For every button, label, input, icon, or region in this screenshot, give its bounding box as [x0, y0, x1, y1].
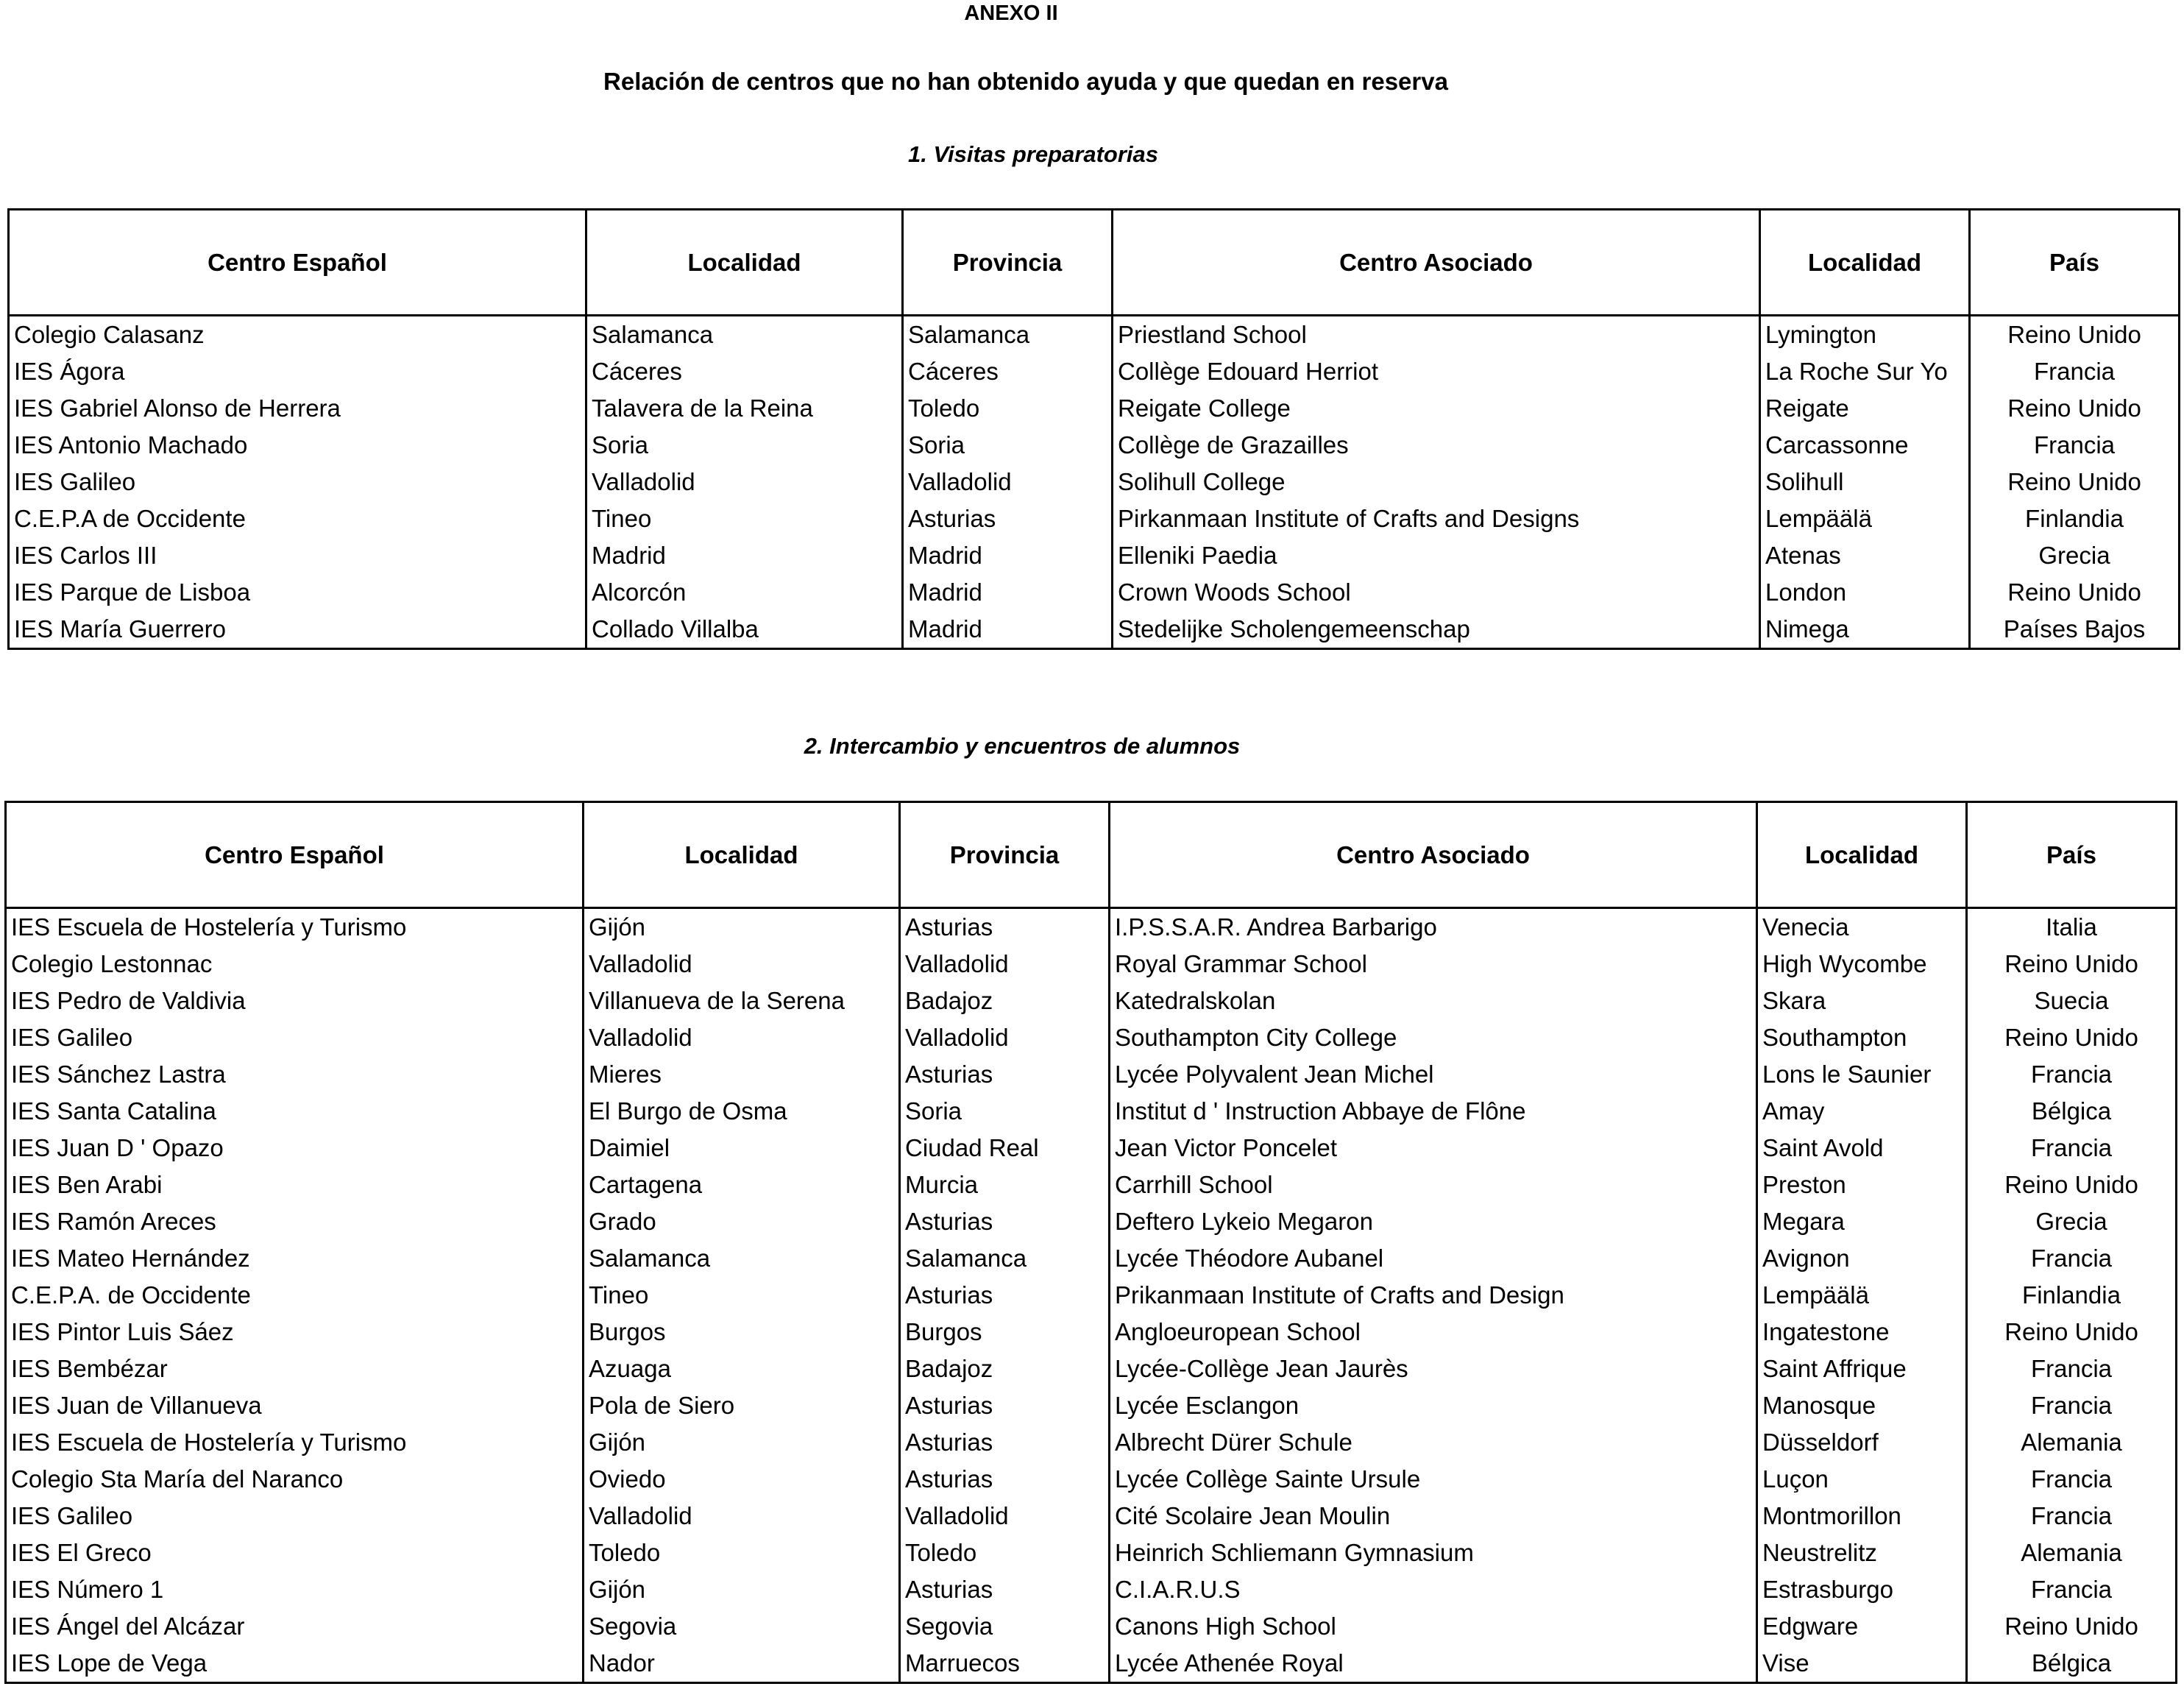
provincia-cell: Asturias — [903, 500, 1113, 537]
centro-asociado-cell: Deftero Lykeio Megaron — [1110, 1203, 1757, 1240]
centro-asociado-cell: Heinrich Schliemann Gymnasium — [1110, 1535, 1757, 1571]
localidad-cell: Valladolid — [584, 1019, 900, 1056]
section1-title: 1. Visitas preparatorias — [907, 141, 1159, 167]
centro-espanol-cell: IES Gabriel Alonso de Herrera — [9, 390, 586, 427]
localidad-cell: Burgos — [584, 1314, 900, 1351]
pais-cell: Bélgica — [1967, 1093, 2177, 1130]
centro-espanol-cell: C.E.P.A. de Occidente — [6, 1277, 584, 1314]
table-row — [9, 316, 2180, 354]
pais-cell: Francia — [1967, 1056, 2177, 1093]
provincia-cell: Cáceres — [903, 353, 1113, 390]
centro-asociado-cell: Institut d ' Instruction Abbaye de Flône — [1110, 1093, 1757, 1130]
pais-cell: Francia — [1967, 1351, 2177, 1387]
pais-cell: Reino Unido — [1970, 316, 2180, 354]
localidad-asociado-cell: Reigate — [1760, 390, 1970, 427]
localidad-cell: Villanueva de la Serena — [584, 983, 900, 1019]
table-row — [6, 1498, 2177, 1535]
localidad-asociado-cell: Lempäälä — [1760, 500, 1970, 537]
provincia-cell: Toledo — [903, 390, 1113, 427]
localidad-cell: Mieres — [584, 1056, 900, 1093]
centro-espanol-cell: IES Parque de Lisboa — [9, 574, 586, 611]
table-row — [9, 611, 2180, 649]
localidad-asociado-cell: Düsseldorf — [1757, 1424, 1967, 1461]
provincia-cell: Asturias — [900, 1056, 1110, 1093]
centro-asociado-cell: Reigate College — [1113, 390, 1760, 427]
localidad-cell: Toledo — [584, 1535, 900, 1571]
provincia-cell: Soria — [903, 427, 1113, 464]
table-row — [6, 1535, 2177, 1571]
localidad-cell: Cartagena — [584, 1167, 900, 1203]
centro-espanol-cell: IES Galileo — [6, 1498, 584, 1535]
provincia-cell: Madrid — [903, 537, 1113, 574]
table-row — [9, 500, 2180, 537]
localidad-asociado-cell: Avignon — [1757, 1240, 1967, 1277]
pais-cell: Reino Unido — [1970, 390, 2180, 427]
centro-espanol-cell: Colegio Lestonnac — [6, 946, 584, 983]
table-header-row — [6, 802, 2177, 908]
centro-espanol-cell: IES Juan D ' Opazo — [6, 1130, 584, 1167]
section2-title: 2. Intercambio y encuentros de alumnos — [804, 733, 1241, 759]
provincia-cell: Salamanca — [900, 1240, 1110, 1277]
table-header-row — [9, 210, 2180, 316]
centro-asociado-cell: Lycée Esclangon — [1110, 1387, 1757, 1424]
table-row — [9, 574, 2180, 611]
pais-cell: Bélgica — [1967, 1645, 2177, 1683]
localidad-cell: Salamanca — [586, 316, 903, 354]
pais-cell: Reino Unido — [1967, 946, 2177, 983]
pais-cell: Alemania — [1967, 1424, 2177, 1461]
provincia-cell: Asturias — [900, 1424, 1110, 1461]
pais-cell: Reino Unido — [1967, 1608, 2177, 1645]
table-row — [6, 1314, 2177, 1351]
table-row — [6, 1056, 2177, 1093]
pais-cell: Grecia — [1970, 537, 2180, 574]
col-localidad-asociado: Localidad — [1760, 210, 1970, 316]
centro-asociado-cell: C.I.A.R.U.S — [1110, 1571, 1757, 1608]
table-row — [9, 353, 2180, 390]
col-provincia: Provincia — [900, 802, 1110, 908]
table-row — [9, 537, 2180, 574]
col-localidad: Localidad — [584, 802, 900, 908]
table-row — [9, 427, 2180, 464]
table-body — [9, 316, 2180, 649]
provincia-cell: Valladolid — [900, 1019, 1110, 1056]
centro-espanol-cell: IES Ramón Areces — [6, 1203, 584, 1240]
annex-title: ANEXO II — [964, 1, 1058, 25]
table-row — [6, 1019, 2177, 1056]
centro-espanol-cell: IES Galileo — [9, 464, 586, 500]
localidad-cell: Salamanca — [584, 1240, 900, 1277]
centro-asociado-cell: Southampton City College — [1110, 1019, 1757, 1056]
centro-espanol-cell: IES Galileo — [6, 1019, 584, 1056]
provincia-cell: Madrid — [903, 611, 1113, 649]
centro-asociado-cell: Jean Victor Poncelet — [1110, 1130, 1757, 1167]
pais-cell: Reino Unido — [1967, 1019, 2177, 1056]
centro-asociado-cell: Collège Edouard Herriot — [1113, 353, 1760, 390]
centro-espanol-cell: Colegio Sta María del Naranco — [6, 1461, 584, 1498]
table-row — [6, 1645, 2177, 1683]
localidad-cell: Madrid — [586, 537, 903, 574]
localidad-cell: Tineo — [584, 1277, 900, 1314]
centro-espanol-cell: IES Santa Catalina — [6, 1093, 584, 1130]
col-centro-espanol: Centro Español — [9, 210, 586, 316]
localidad-cell: Talavera de la Reina — [586, 390, 903, 427]
provincia-cell: Asturias — [900, 1571, 1110, 1608]
col-provincia: Provincia — [903, 210, 1113, 316]
centro-espanol-cell: IES Ben Arabi — [6, 1167, 584, 1203]
centro-espanol-cell: IES Antonio Machado — [9, 427, 586, 464]
centro-asociado-cell: Lycée Athenée Royal — [1110, 1645, 1757, 1683]
pais-cell: Francia — [1967, 1130, 2177, 1167]
centro-espanol-cell: IES El Greco — [6, 1535, 584, 1571]
centro-asociado-cell: I.P.S.S.A.R. Andrea Barbarigo — [1110, 908, 1757, 946]
table-visitas-preparatorias — [7, 208, 2180, 650]
localidad-asociado-cell: Montmorillon — [1757, 1498, 1967, 1535]
centro-espanol-cell: IES Mateo Hernández — [6, 1240, 584, 1277]
centro-asociado-cell: Solihull College — [1113, 464, 1760, 500]
centro-asociado-cell: Crown Woods School — [1113, 574, 1760, 611]
centro-asociado-cell: Carrhill School — [1110, 1167, 1757, 1203]
localidad-asociado-cell: Ingatestone — [1757, 1314, 1967, 1351]
pais-cell: Reino Unido — [1970, 464, 2180, 500]
centro-asociado-cell: Elleniki Paedia — [1113, 537, 1760, 574]
table-row — [6, 1461, 2177, 1498]
pais-cell: Reino Unido — [1970, 574, 2180, 611]
pais-cell: Francia — [1967, 1498, 2177, 1535]
table-row — [6, 1608, 2177, 1645]
provincia-cell: Valladolid — [900, 946, 1110, 983]
table-row — [6, 1240, 2177, 1277]
localidad-asociado-cell: Megara — [1757, 1203, 1967, 1240]
table-row — [6, 1130, 2177, 1167]
localidad-cell: Gijón — [584, 908, 900, 946]
col-centro-espanol: Centro Español — [6, 802, 584, 908]
pais-cell: Francia — [1967, 1387, 2177, 1424]
col-pais: País — [1967, 802, 2177, 908]
localidad-asociado-cell: Vise — [1757, 1645, 1967, 1683]
centro-espanol-cell: IES Lope de Vega — [6, 1645, 584, 1683]
localidad-asociado-cell: Preston — [1757, 1167, 1967, 1203]
table-row — [9, 390, 2180, 427]
centro-espanol-cell: IES María Guerrero — [9, 611, 586, 649]
localidad-asociado-cell: London — [1760, 574, 1970, 611]
localidad-cell: Grado — [584, 1203, 900, 1240]
provincia-cell: Burgos — [900, 1314, 1110, 1351]
pais-cell: Francia — [1967, 1461, 2177, 1498]
localidad-asociado-cell: Lymington — [1760, 316, 1970, 354]
provincia-cell: Asturias — [900, 1203, 1110, 1240]
centro-espanol-cell: IES Pintor Luis Sáez — [6, 1314, 584, 1351]
localidad-cell: Pola de Siero — [584, 1387, 900, 1424]
localidad-asociado-cell: Saint Affrique — [1757, 1351, 1967, 1387]
centro-asociado-cell: Albrecht Dürer Schule — [1110, 1424, 1757, 1461]
localidad-asociado-cell: Amay — [1757, 1093, 1967, 1130]
localidad-asociado-cell: Solihull — [1760, 464, 1970, 500]
centro-espanol-cell: IES Carlos III — [9, 537, 586, 574]
centro-espanol-cell: IES Escuela de Hostelería y Turismo — [6, 1424, 584, 1461]
provincia-cell: Toledo — [900, 1535, 1110, 1571]
localidad-asociado-cell: Saint Avold — [1757, 1130, 1967, 1167]
centro-asociado-cell: Collège de Grazailles — [1113, 427, 1760, 464]
localidad-asociado-cell: Atenas — [1760, 537, 1970, 574]
centro-espanol-cell: IES Pedro de Valdivia — [6, 983, 584, 1019]
table-row — [6, 1167, 2177, 1203]
centro-asociado-cell: Angloeuropean School — [1110, 1314, 1757, 1351]
localidad-asociado-cell: Neustrelitz — [1757, 1535, 1967, 1571]
table-body — [6, 908, 2177, 1683]
localidad-asociado-cell: Venecia — [1757, 908, 1967, 946]
provincia-cell: Marruecos — [900, 1645, 1110, 1683]
localidad-asociado-cell: Carcassonne — [1760, 427, 1970, 464]
col-centro-asociado: Centro Asociado — [1110, 802, 1757, 908]
localidad-asociado-cell: Edgware — [1757, 1608, 1967, 1645]
localidad-asociado-cell: Lons le Saunier — [1757, 1056, 1967, 1093]
localidad-cell: Collado Villalba — [586, 611, 903, 649]
pais-cell: Finlandia — [1967, 1277, 2177, 1314]
localidad-cell: Soria — [586, 427, 903, 464]
centro-asociado-cell: Priestland School — [1113, 316, 1760, 354]
provincia-cell: Asturias — [900, 1277, 1110, 1314]
table-row — [6, 946, 2177, 983]
centro-asociado-cell: Royal Grammar School — [1110, 946, 1757, 983]
centro-asociado-cell: Lycée Collège Sainte Ursule — [1110, 1461, 1757, 1498]
localidad-asociado-cell: Southampton — [1757, 1019, 1967, 1056]
col-centro-asociado: Centro Asociado — [1113, 210, 1760, 316]
localidad-cell: Segovia — [584, 1608, 900, 1645]
provincia-cell: Badajoz — [900, 983, 1110, 1019]
centro-espanol-cell: IES Ángel del Alcázar — [6, 1608, 584, 1645]
localidad-cell: Valladolid — [584, 1498, 900, 1535]
centro-espanol-cell: IES Ágora — [9, 353, 586, 390]
centro-espanol-cell: IES Sánchez Lastra — [6, 1056, 584, 1093]
pais-cell: Francia — [1970, 353, 2180, 390]
localidad-asociado-cell: Skara — [1757, 983, 1967, 1019]
relation-title: Relación de centros que no han obtenido ayuda y que quedan en reserva — [603, 68, 1448, 95]
table-row — [6, 908, 2177, 946]
table-row — [6, 1424, 2177, 1461]
localidad-cell: El Burgo de Osma — [584, 1093, 900, 1130]
localidad-cell: Gijón — [584, 1571, 900, 1608]
pais-cell: Países Bajos — [1970, 611, 2180, 649]
provincia-cell: Ciudad Real — [900, 1130, 1110, 1167]
localidad-cell: Alcorcón — [586, 574, 903, 611]
provincia-cell: Valladolid — [903, 464, 1113, 500]
table-row — [6, 983, 2177, 1019]
col-localidad: Localidad — [586, 210, 903, 316]
table-row — [6, 1387, 2177, 1424]
localidad-asociado-cell: La Roche Sur Yo — [1760, 353, 1970, 390]
localidad-asociado-cell: High Wycombe — [1757, 946, 1967, 983]
pais-cell: Finlandia — [1970, 500, 2180, 537]
table-row — [9, 464, 2180, 500]
pais-cell: Italia — [1967, 908, 2177, 946]
provincia-cell: Salamanca — [903, 316, 1113, 354]
localidad-cell: Nador — [584, 1645, 900, 1683]
pais-cell: Francia — [1967, 1571, 2177, 1608]
localidad-cell: Valladolid — [586, 464, 903, 500]
provincia-cell: Madrid — [903, 574, 1113, 611]
localidad-asociado-cell: Luçon — [1757, 1461, 1967, 1498]
localidad-cell: Azuaga — [584, 1351, 900, 1387]
provincia-cell: Valladolid — [900, 1498, 1110, 1535]
table-row — [6, 1203, 2177, 1240]
table-row — [6, 1093, 2177, 1130]
provincia-cell: Soria — [900, 1093, 1110, 1130]
table-intercambio-alumnos — [4, 801, 2177, 1684]
pais-cell: Reino Unido — [1967, 1167, 2177, 1203]
localidad-asociado-cell: Estrasburgo — [1757, 1571, 1967, 1608]
localidad-asociado-cell: Lempäälä — [1757, 1277, 1967, 1314]
centro-espanol-cell: Colegio Calasanz — [9, 316, 586, 354]
pais-cell: Francia — [1967, 1240, 2177, 1277]
centro-asociado-cell: Lycée Polyvalent Jean Michel — [1110, 1056, 1757, 1093]
centro-asociado-cell: Prikanmaan Institute of Crafts and Design — [1110, 1277, 1757, 1314]
centro-asociado-cell: Cité Scolaire Jean Moulin — [1110, 1498, 1757, 1535]
centro-espanol-cell: IES Número 1 — [6, 1571, 584, 1608]
localidad-cell: Tineo — [586, 500, 903, 537]
pais-cell: Francia — [1970, 427, 2180, 464]
centro-espanol-cell: C.E.P.A de Occidente — [9, 500, 586, 537]
centro-asociado-cell: Pirkanmaan Institute of Crafts and Designs — [1113, 500, 1760, 537]
pais-cell: Suecia — [1967, 983, 2177, 1019]
pais-cell: Reino Unido — [1967, 1314, 2177, 1351]
provincia-cell: Badajoz — [900, 1351, 1110, 1387]
pais-cell: Grecia — [1967, 1203, 2177, 1240]
centro-asociado-cell: Lycée Théodore Aubanel — [1110, 1240, 1757, 1277]
table-row — [6, 1571, 2177, 1608]
centro-espanol-cell: IES Escuela de Hostelería y Turismo — [6, 908, 584, 946]
localidad-asociado-cell: Manosque — [1757, 1387, 1967, 1424]
col-pais: País — [1970, 210, 2180, 316]
provincia-cell: Asturias — [900, 1387, 1110, 1424]
provincia-cell: Asturias — [900, 908, 1110, 946]
localidad-asociado-cell: Nimega — [1760, 611, 1970, 649]
centro-asociado-cell: Canons High School — [1110, 1608, 1757, 1645]
col-localidad-asociado: Localidad — [1757, 802, 1967, 908]
centro-asociado-cell: Katedralskolan — [1110, 983, 1757, 1019]
centro-espanol-cell: IES Bembézar — [6, 1351, 584, 1387]
localidad-cell: Oviedo — [584, 1461, 900, 1498]
localidad-cell: Gijón — [584, 1424, 900, 1461]
localidad-cell: Daimiel — [584, 1130, 900, 1167]
provincia-cell: Asturias — [900, 1461, 1110, 1498]
centro-espanol-cell: IES Juan de Villanueva — [6, 1387, 584, 1424]
centro-asociado-cell: Stedelijke Scholengemeenschap — [1113, 611, 1760, 649]
table-row — [6, 1351, 2177, 1387]
localidad-cell: Cáceres — [586, 353, 903, 390]
pais-cell: Alemania — [1967, 1535, 2177, 1571]
provincia-cell: Murcia — [900, 1167, 1110, 1203]
localidad-cell: Valladolid — [584, 946, 900, 983]
centro-asociado-cell: Lycée-Collège Jean Jaurès — [1110, 1351, 1757, 1387]
table-row — [6, 1277, 2177, 1314]
provincia-cell: Segovia — [900, 1608, 1110, 1645]
